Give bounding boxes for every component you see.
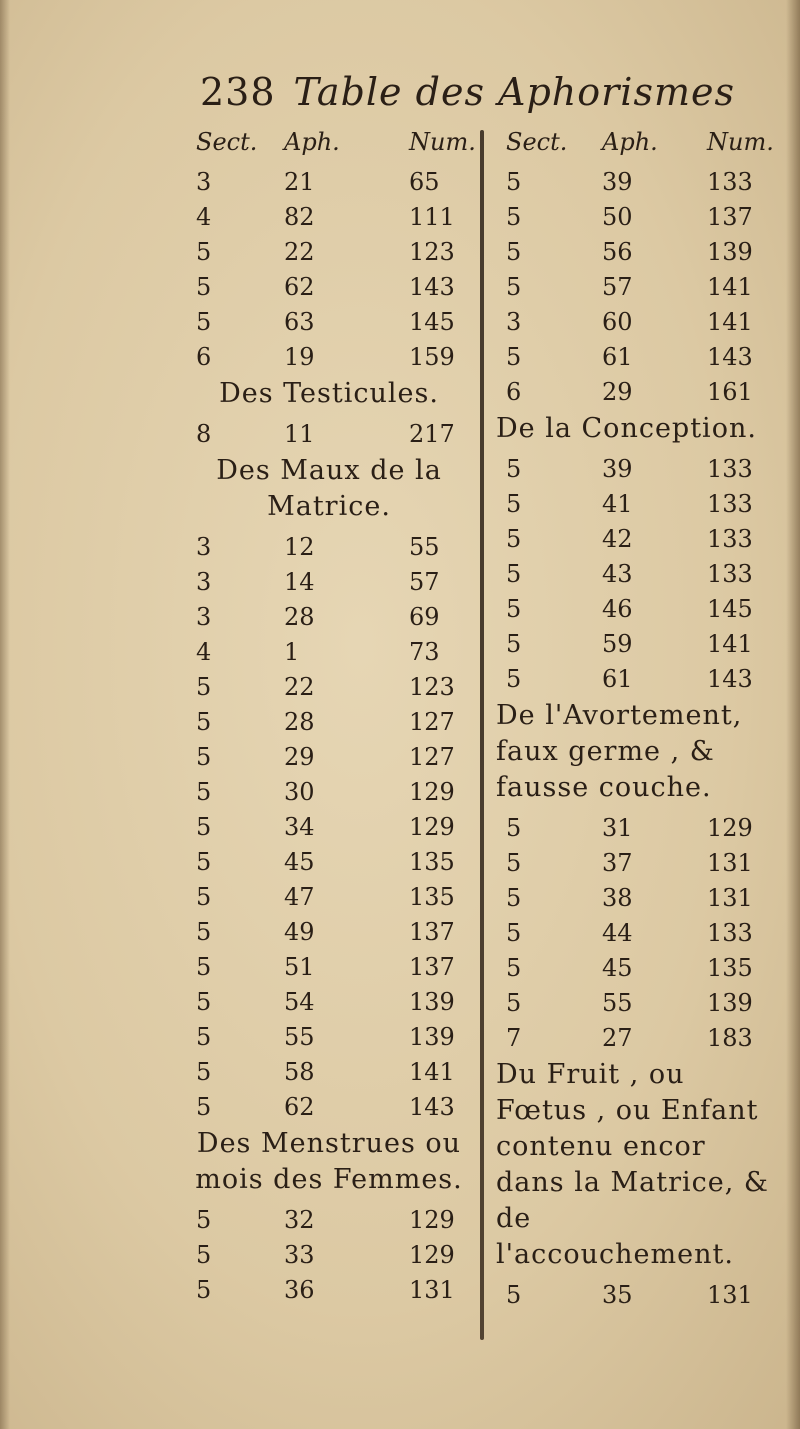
table-row xyxy=(492,199,772,234)
table-row xyxy=(184,949,474,984)
cell-aph: 38 xyxy=(602,884,633,912)
cell-sect: 5 xyxy=(196,1206,212,1234)
cell-sect: 5 xyxy=(506,630,522,658)
cell-sect: 5 xyxy=(506,954,522,982)
cell-aph: 58 xyxy=(284,1058,315,1086)
cell-num: 55 xyxy=(409,533,440,561)
cell-aph: 82 xyxy=(284,203,315,231)
cell-aph: 62 xyxy=(284,273,315,301)
cell-aph: 28 xyxy=(284,708,315,736)
section-heading: Du Fruit , ou Fœtus , ou Enfant contenu encor dans la Matrice, & de l'accouchement. xyxy=(496,1059,769,1270)
table-row xyxy=(492,845,772,880)
table-row xyxy=(492,339,772,374)
table-row xyxy=(492,950,772,985)
cell-aph: 60 xyxy=(602,308,633,336)
cell-sect: 3 xyxy=(506,308,522,336)
cell-num: 129 xyxy=(409,1241,455,1269)
table-row xyxy=(184,599,474,634)
table-row xyxy=(184,1054,474,1089)
cell-num: 137 xyxy=(409,918,455,946)
cell-num: 133 xyxy=(707,168,753,196)
cell-num: 129 xyxy=(409,813,455,841)
table-row xyxy=(492,451,772,486)
cell-sect: 8 xyxy=(196,420,212,448)
cell-num: 135 xyxy=(707,954,753,982)
cell-aph: 33 xyxy=(284,1241,315,1269)
table-row xyxy=(492,1277,772,1312)
cell-num: 145 xyxy=(707,595,753,623)
cell-num: 131 xyxy=(707,1281,753,1309)
cell-sect: 5 xyxy=(506,595,522,623)
page-title: Table des Aphorismes xyxy=(293,70,735,114)
cell-aph: 63 xyxy=(284,308,315,336)
running-header xyxy=(200,70,735,120)
table-row xyxy=(492,486,772,521)
table-row xyxy=(184,1202,474,1237)
cell-sect: 5 xyxy=(506,343,522,371)
cell-num: 127 xyxy=(409,708,455,736)
cell-num: 139 xyxy=(707,989,753,1017)
cell-aph: 45 xyxy=(284,848,315,876)
cell-aph: 11 xyxy=(284,420,315,448)
cell-aph: 49 xyxy=(284,918,315,946)
table-row xyxy=(184,739,474,774)
table-row xyxy=(184,1019,474,1054)
cell-aph: 29 xyxy=(602,378,633,406)
table-row xyxy=(492,1020,772,1055)
right-column xyxy=(492,128,772,1312)
table-row xyxy=(492,521,772,556)
cell-aph: 50 xyxy=(602,203,633,231)
cell-aph: 32 xyxy=(284,1206,315,1234)
cell-sect: 5 xyxy=(196,1241,212,1269)
cell-sect: 5 xyxy=(506,919,522,947)
cell-sect: 5 xyxy=(506,849,522,877)
cell-num: 183 xyxy=(707,1024,753,1052)
cell-num: 133 xyxy=(707,490,753,518)
cell-sect: 3 xyxy=(196,603,212,631)
cell-sect: 5 xyxy=(506,884,522,912)
cell-sect: 5 xyxy=(506,203,522,231)
cell-aph: 19 xyxy=(284,343,315,371)
section-heading: Des Testicules. xyxy=(219,378,439,409)
cell-num: 161 xyxy=(707,378,753,406)
cell-sect: 5 xyxy=(196,883,212,911)
left-column-header xyxy=(184,128,474,164)
cell-num: 133 xyxy=(707,455,753,483)
table-row xyxy=(184,1237,474,1272)
table-row xyxy=(492,810,772,845)
table-row xyxy=(184,669,474,704)
cell-num: 137 xyxy=(707,203,753,231)
cell-sect: 5 xyxy=(506,490,522,518)
table-row xyxy=(184,1272,474,1307)
page-edge-left xyxy=(0,0,10,1429)
table-row xyxy=(184,339,474,374)
header-sect: Sect. xyxy=(506,128,568,156)
table-row xyxy=(184,199,474,234)
cell-num: 127 xyxy=(409,743,455,771)
cell-aph: 22 xyxy=(284,238,315,266)
table-row xyxy=(184,704,474,739)
cell-sect: 5 xyxy=(506,238,522,266)
cell-sect: 5 xyxy=(506,814,522,842)
cell-num: 141 xyxy=(707,630,753,658)
table-row xyxy=(492,269,772,304)
cell-sect: 5 xyxy=(506,665,522,693)
cell-sect: 6 xyxy=(196,343,212,371)
cell-sect: 5 xyxy=(196,673,212,701)
cell-aph: 43 xyxy=(602,560,633,588)
cell-num: 69 xyxy=(409,603,440,631)
cell-aph: 14 xyxy=(284,568,315,596)
cell-aph: 39 xyxy=(602,168,633,196)
cell-sect: 5 xyxy=(196,953,212,981)
cell-aph: 30 xyxy=(284,778,315,806)
cell-sect: 5 xyxy=(196,988,212,1016)
cell-num: 139 xyxy=(409,988,455,1016)
table-row xyxy=(492,661,772,696)
cell-aph: 46 xyxy=(602,595,633,623)
cell-aph: 42 xyxy=(602,525,633,553)
table-row xyxy=(184,529,474,564)
cell-sect: 4 xyxy=(196,203,212,231)
cell-num: 123 xyxy=(409,238,455,266)
cell-sect: 3 xyxy=(196,568,212,596)
table-row xyxy=(492,626,772,661)
cell-sect: 5 xyxy=(196,743,212,771)
table-row xyxy=(492,374,772,409)
cell-aph: 36 xyxy=(284,1276,315,1304)
cell-aph: 56 xyxy=(602,238,633,266)
section-heading: Des Menstrues ou mois des Femmes. xyxy=(195,1128,463,1195)
left-column-body xyxy=(184,164,474,1307)
cell-num: 129 xyxy=(707,814,753,842)
cell-sect: 5 xyxy=(196,708,212,736)
table-row xyxy=(184,1089,474,1124)
table-row xyxy=(492,164,772,199)
table-row xyxy=(184,304,474,339)
cell-aph: 39 xyxy=(602,455,633,483)
cell-num: 123 xyxy=(409,673,455,701)
cell-aph: 61 xyxy=(602,343,633,371)
cell-aph: 51 xyxy=(284,953,315,981)
cell-aph: 41 xyxy=(602,490,633,518)
cell-sect: 5 xyxy=(196,308,212,336)
cell-sect: 4 xyxy=(196,638,212,666)
cell-sect: 5 xyxy=(196,1058,212,1086)
cell-aph: 55 xyxy=(602,989,633,1017)
header-aph: Aph. xyxy=(602,128,658,156)
cell-num: 141 xyxy=(707,273,753,301)
cell-aph: 37 xyxy=(602,849,633,877)
cell-num: 129 xyxy=(409,1206,455,1234)
cell-num: 57 xyxy=(409,568,440,596)
cell-num: 143 xyxy=(707,665,753,693)
cell-sect: 5 xyxy=(506,989,522,1017)
header-aph: Aph. xyxy=(284,128,340,156)
section-heading: Des Maux de la Matrice. xyxy=(216,455,442,522)
cell-num: 135 xyxy=(409,883,455,911)
cell-sect: 5 xyxy=(196,813,212,841)
cell-sect: 5 xyxy=(196,918,212,946)
column-divider xyxy=(480,130,484,1340)
cell-num: 139 xyxy=(707,238,753,266)
page-number: 238 xyxy=(200,70,276,114)
cell-sect: 5 xyxy=(196,778,212,806)
section-heading: De la Conception. xyxy=(496,413,757,444)
table-row xyxy=(184,234,474,269)
cell-num: 133 xyxy=(707,525,753,553)
cell-aph: 59 xyxy=(602,630,633,658)
cell-sect: 5 xyxy=(506,1281,522,1309)
cell-num: 65 xyxy=(409,168,440,196)
cell-sect: 3 xyxy=(196,533,212,561)
cell-aph: 21 xyxy=(284,168,315,196)
table-row xyxy=(184,564,474,599)
table-row xyxy=(184,269,474,304)
cell-sect: 5 xyxy=(196,1093,212,1121)
header-num: Num. xyxy=(409,128,476,156)
cell-num: 217 xyxy=(409,420,455,448)
cell-sect: 5 xyxy=(196,273,212,301)
cell-aph: 12 xyxy=(284,533,315,561)
table-row xyxy=(184,984,474,1019)
right-column-header xyxy=(492,128,772,164)
cell-num: 131 xyxy=(707,884,753,912)
table-row xyxy=(492,915,772,950)
table-row xyxy=(492,304,772,339)
right-column-body xyxy=(492,164,772,1312)
cell-num: 143 xyxy=(409,1093,455,1121)
table-row xyxy=(184,634,474,669)
cell-num: 143 xyxy=(707,343,753,371)
cell-num: 133 xyxy=(707,560,753,588)
cell-num: 159 xyxy=(409,343,455,371)
cell-aph: 34 xyxy=(284,813,315,841)
cell-aph: 31 xyxy=(602,814,633,842)
cell-num: 131 xyxy=(409,1276,455,1304)
table-row xyxy=(492,985,772,1020)
table-row xyxy=(184,914,474,949)
cell-sect: 5 xyxy=(506,168,522,196)
cell-aph: 45 xyxy=(602,954,633,982)
cell-aph: 55 xyxy=(284,1023,315,1051)
table-row xyxy=(184,844,474,879)
cell-num: 135 xyxy=(409,848,455,876)
cell-aph: 44 xyxy=(602,919,633,947)
cell-aph: 62 xyxy=(284,1093,315,1121)
cell-sect: 5 xyxy=(196,1276,212,1304)
cell-num: 145 xyxy=(409,308,455,336)
cell-aph: 47 xyxy=(284,883,315,911)
cell-sect: 5 xyxy=(196,238,212,266)
cell-sect: 3 xyxy=(196,168,212,196)
cell-num: 141 xyxy=(707,308,753,336)
cell-aph: 22 xyxy=(284,673,315,701)
section-heading: De l'Avortement, faux germe , & fausse couche. xyxy=(496,700,743,803)
table-row xyxy=(492,591,772,626)
table-row xyxy=(492,234,772,269)
cell-sect: 5 xyxy=(506,273,522,301)
cell-aph: 28 xyxy=(284,603,315,631)
cell-aph: 35 xyxy=(602,1281,633,1309)
table-row xyxy=(492,556,772,591)
cell-aph: 29 xyxy=(284,743,315,771)
table-row xyxy=(184,879,474,914)
table-row xyxy=(184,774,474,809)
cell-aph: 54 xyxy=(284,988,315,1016)
cell-aph: 27 xyxy=(602,1024,633,1052)
table-row xyxy=(184,416,474,451)
header-sect: Sect. xyxy=(196,128,258,156)
cell-num: 139 xyxy=(409,1023,455,1051)
page-edge-right xyxy=(786,0,800,1429)
cell-sect: 7 xyxy=(506,1024,522,1052)
table-row xyxy=(184,164,474,199)
cell-aph: 1 xyxy=(284,638,300,666)
table-row xyxy=(492,880,772,915)
cell-sect: 5 xyxy=(506,525,522,553)
cell-num: 133 xyxy=(707,919,753,947)
left-column xyxy=(184,128,474,1307)
cell-num: 137 xyxy=(409,953,455,981)
cell-num: 131 xyxy=(707,849,753,877)
header-num: Num. xyxy=(707,128,774,156)
cell-num: 141 xyxy=(409,1058,455,1086)
cell-num: 73 xyxy=(409,638,440,666)
cell-aph: 61 xyxy=(602,665,633,693)
cell-num: 143 xyxy=(409,273,455,301)
cell-sect: 5 xyxy=(506,455,522,483)
cell-aph: 57 xyxy=(602,273,633,301)
table-row xyxy=(184,809,474,844)
cell-sect: 5 xyxy=(196,848,212,876)
cell-num: 129 xyxy=(409,778,455,806)
cell-sect: 5 xyxy=(196,1023,212,1051)
cell-sect: 5 xyxy=(506,560,522,588)
cell-num: 111 xyxy=(409,203,455,231)
cell-sect: 6 xyxy=(506,378,522,406)
